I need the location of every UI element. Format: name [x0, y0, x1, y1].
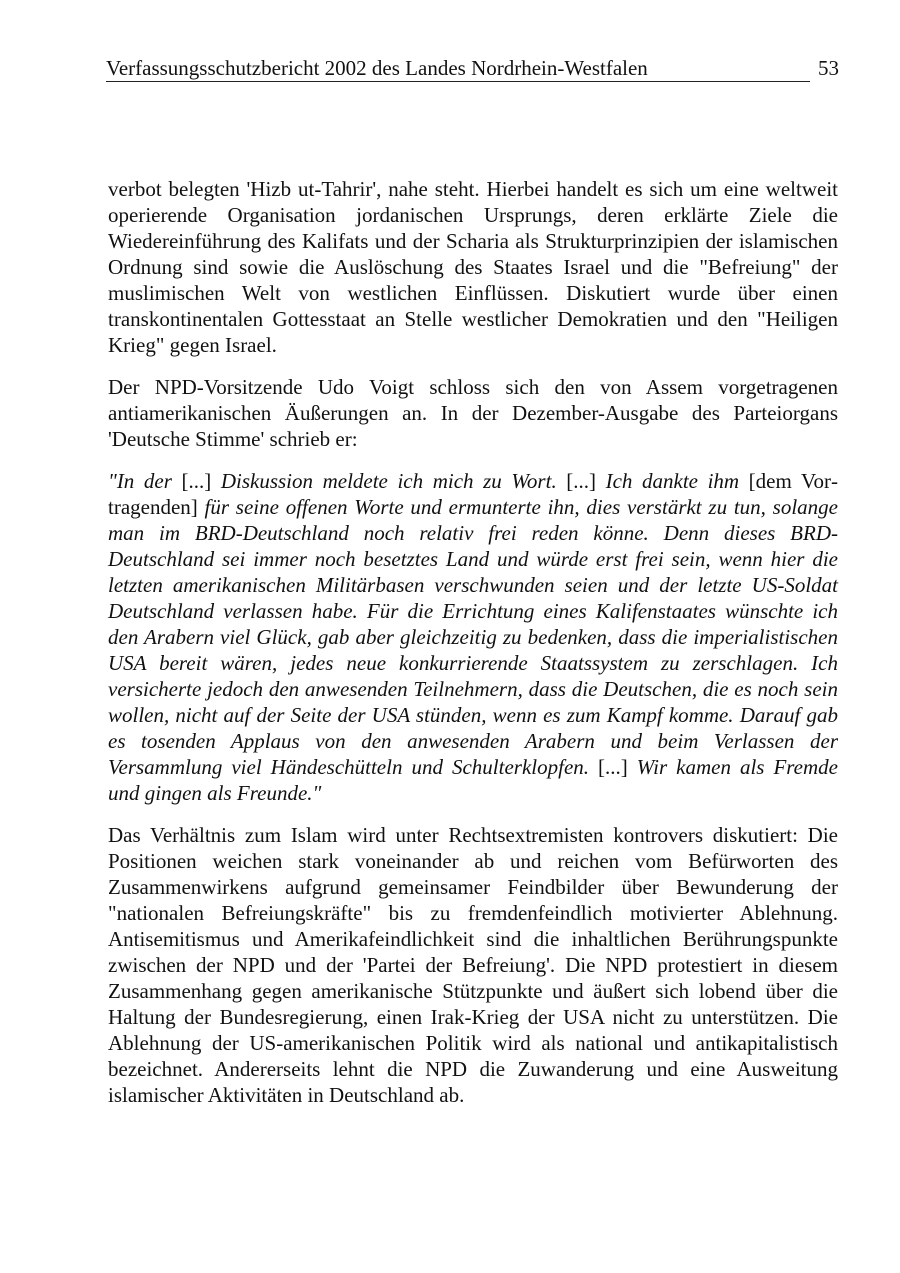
quote-segment: Diskussion meldete ich mich zu Wort.	[211, 469, 567, 493]
quote-segment: "In der	[108, 469, 182, 493]
quote-ellipsis: [...]	[181, 469, 212, 493]
quote-ellipsis: [...]	[566, 469, 597, 493]
quote-segment: für seine offenen Worte und ermunterte ihn, dies verstärkt zu tun, solange man im BRD-Deutschland noch relativ frei reden könne. Denn dieses BRD-Deutschland sei immer noch besetztes Land und würde erst frei sein, wenn hier die letzten amerikanischen Militärbasen verschwunden seien und der letzte US-Soldat Deutschland verlassen habe. Für die Errichtung eines Kalifenstaates wünschte ich den Arabern viel Glück, gab aber gleichzeitig zu bedenken, dass die imperialistischen USA bereit wären, jedes neue konkurrierende Staatssystem zu zerschlagen. Ich versicherte jedoch den anwesenden Teilnehmern, dass die Deutschen, die es noch sein wollen, nicht auf der Seite der USA stünden, wenn es zum Kampf komme. Darauf gab es tosenden Applaus von den anwesenden Arabern und beim Verlassen der Versammlung viel Händeschütteln und Schulterklopfen.	[108, 495, 838, 779]
body-text	[108, 176, 838, 1124]
paragraph-islam-relationship: Das Verhältnis zum Islam wird unter Rechtsextremisten kontrovers diskutiert: Die Positionen weichen stark voneinander ab und reichen vom Befürworten des Zusammenwirkens aufgrund gemeinsamer Feindbilder über Bewunderung der "nationalen Befreiungskräfte" bis zu fremdenfeindlich motivierter Ablehnung. Antisemitismus und Amerikafeindlichkeit sind die inhaltlichen Berührungspunkte zwischen der NPD und der 'Partei der Befreiung'. Die NPD protestiert in diesem Zusammenhang gegen amerikanische Stützpunkte und äußert sich lobend über die Haltung der Bundesregierung, einen Irak-Krieg der USA nicht zu unterstützen. Die Ablehnung der US-amerikanischen Politik wird als national und antikapitalistisch bezeichnet. Andererseits lehnt die NPD die Zuwanderung und eine Ausweitung islamischer Aktivitäten in Deutschland ab.	[108, 823, 838, 1107]
quote-segment: Ich dankte ihm	[596, 469, 749, 493]
quote-segment: Wir kamen als Fremde und gingen als Freunde."	[108, 755, 838, 805]
paragraph-npd-voigt: Der NPD-Vorsitzende Udo Voigt schloss sich den von Assem vorgetragenen antiamerikanischen Äußerungen an. In der Dezember-Ausgabe des Parteiorgans 'Deutsche Stimme' schrieb er:	[108, 375, 838, 451]
quote-editorial-insertion: [dem Vortragenden]	[108, 469, 838, 519]
page-number: 53	[818, 56, 839, 80]
quotation-deutsche-stimme	[108, 468, 838, 806]
paragraph-hizb-ut-tahrir: verbot belegten 'Hizb ut-Tahrir', nahe steht. Hierbei handelt es sich um eine weltweit operierende Organisation jordanischen Ursprungs, deren erklärte Ziele die Wiedereinführung des Kalifats und der Scharia als Strukturprinzipien der islamischen Ordnung sind sowie die Auslöschung des Staates Israel und die "Befreiung" der muslimischen Welt von westlichen Einflüssen. Diskutiert wurde über einen transkontinentalen Gottesstaat an Stelle westlicher Demokratien und den "Heiligen Krieg" gegen Israel.	[108, 177, 838, 357]
running-header	[106, 56, 839, 82]
header-rule	[106, 81, 810, 82]
header-title: Verfassungsschutzbericht 2002 des Landes Nordrhein-Westfalen	[106, 56, 648, 80]
quote-ellipsis: [...]	[598, 755, 628, 779]
